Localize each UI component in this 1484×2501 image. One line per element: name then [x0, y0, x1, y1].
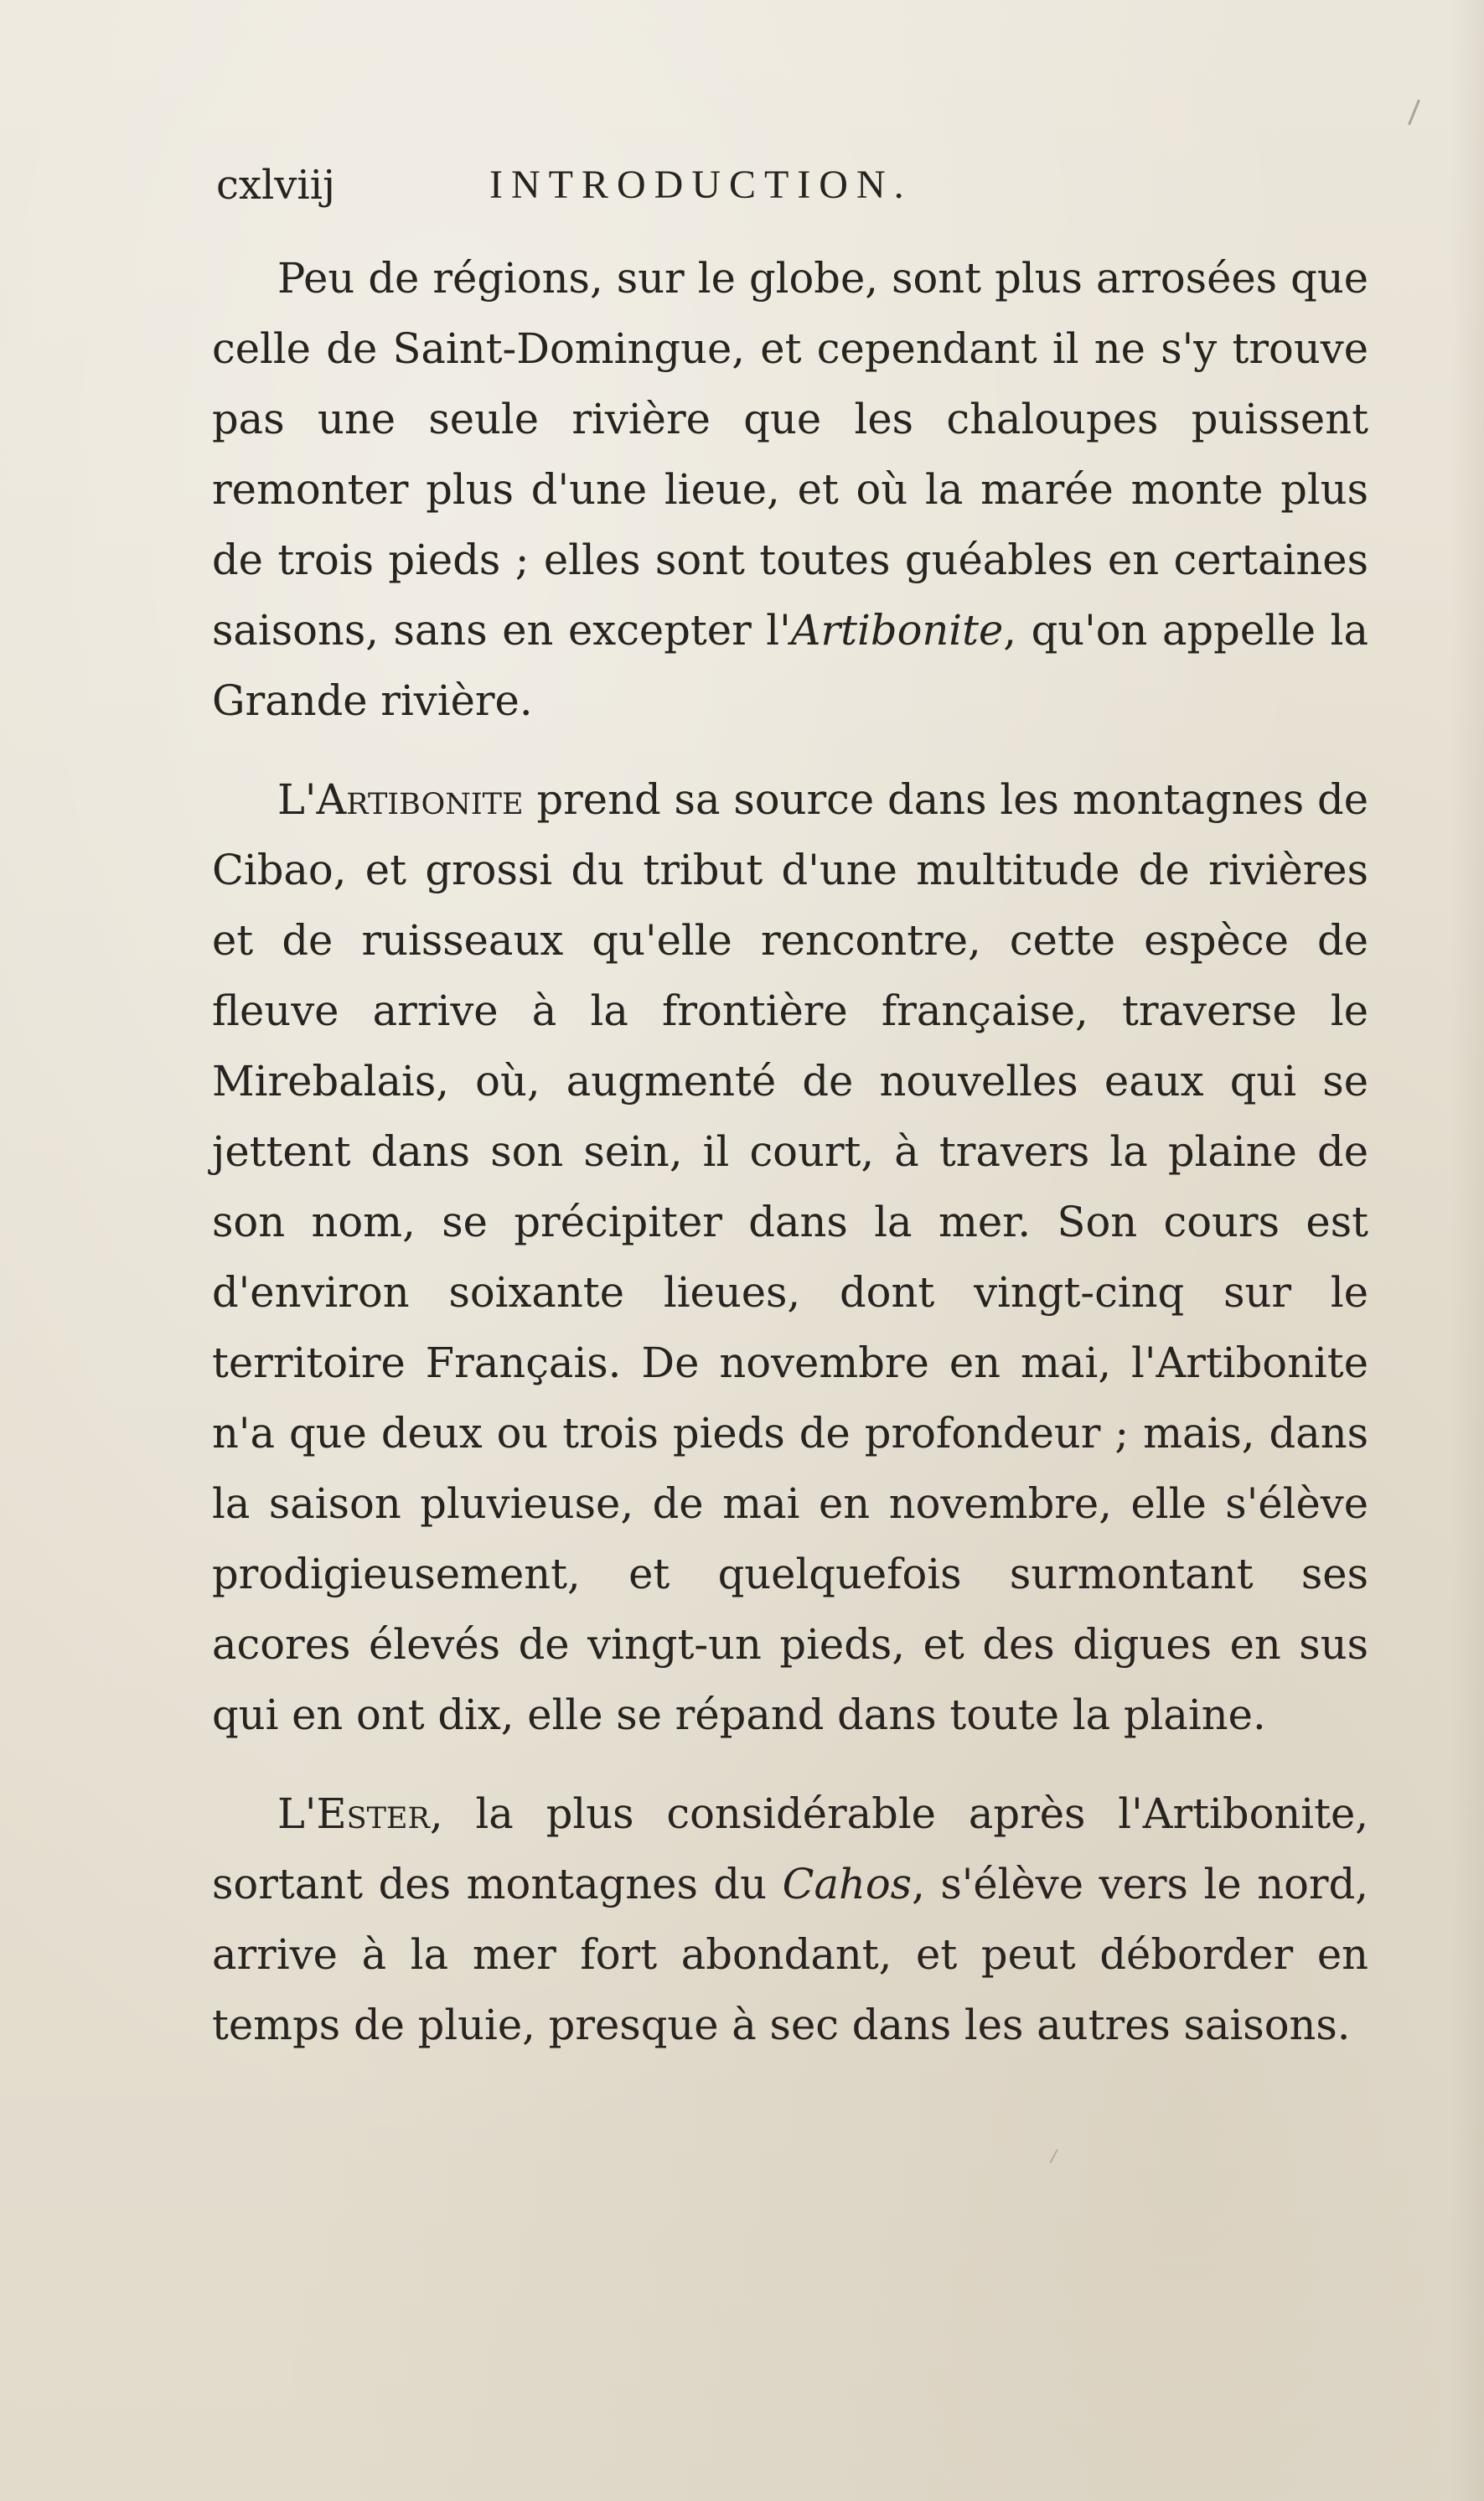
page-number: cxlviij [216, 162, 336, 209]
paragraph-text: , la plus considérable après l'Artibonite, sortant des montagnes du [212, 1789, 1368, 1908]
margin-mark [1408, 100, 1420, 126]
running-head [216, 156, 1222, 215]
paragraph-text: Peu de régions, sur le globe, sont plus arrosées que celle de Saint-Domingue, et cependant il ne s'y trouve pas une seule rivière que les chaloupes puissent remonter plus d'une lieue, et où la marée monte plus de trois pieds ; elles sont toutes guéables en certaines saisons, sans en excepter l' [212, 254, 1368, 655]
running-title: INTRODUCTION. [489, 163, 913, 207]
paragraph-1 [212, 243, 1368, 736]
paragraph-text: , qu'on appelle la Grande rivière. [212, 606, 1368, 725]
paragraph-text: , s'élève vers le nord, arrive à la mer fort abondant, et peut déborder en temps de pluie, presque à sec dans les autres saisons. [212, 1860, 1368, 2049]
pencil-mark [1049, 2149, 1065, 2167]
paragraph-2 [212, 764, 1368, 1750]
italic-term: Artibonite [790, 606, 1004, 655]
paragraph-text: prend sa source dans les montagnes de Cibao, et grossi du tribut d'une multitude de rivières et de ruisseaux qu'elle rencontre, cette espèce de fleuve arrive à la frontière française, traverse le Mirebalais, où, augmenté de nouvelles eaux qui se jettent dans son sein, il court, à travers la plaine de son nom, se précipiter dans la mer. Son cours est d'environ soixante lieues, dont vingt-cinq sur le territoire Français. De novembre en mai, l'Artibonite n'a que deux ou trois pieds de profondeur ; mais, dans la saison pluvieuse, de mai en novembre, elle s'élève prodigieusement, et quelquefois surmontant ses acores élevés de vingt-un pieds, et des digues en sus qui en ont dix, elle se répand dans toute la plaine. [212, 775, 1368, 1739]
page-edge-shadow [1450, 0, 1484, 2501]
body-text [212, 243, 1368, 2060]
paragraph-3 [212, 1779, 1368, 2060]
small-caps-lead: L'Artibonite [277, 775, 524, 824]
italic-term: Cahos [782, 1860, 913, 1908]
small-caps-lead: L'Ester [277, 1789, 430, 1838]
